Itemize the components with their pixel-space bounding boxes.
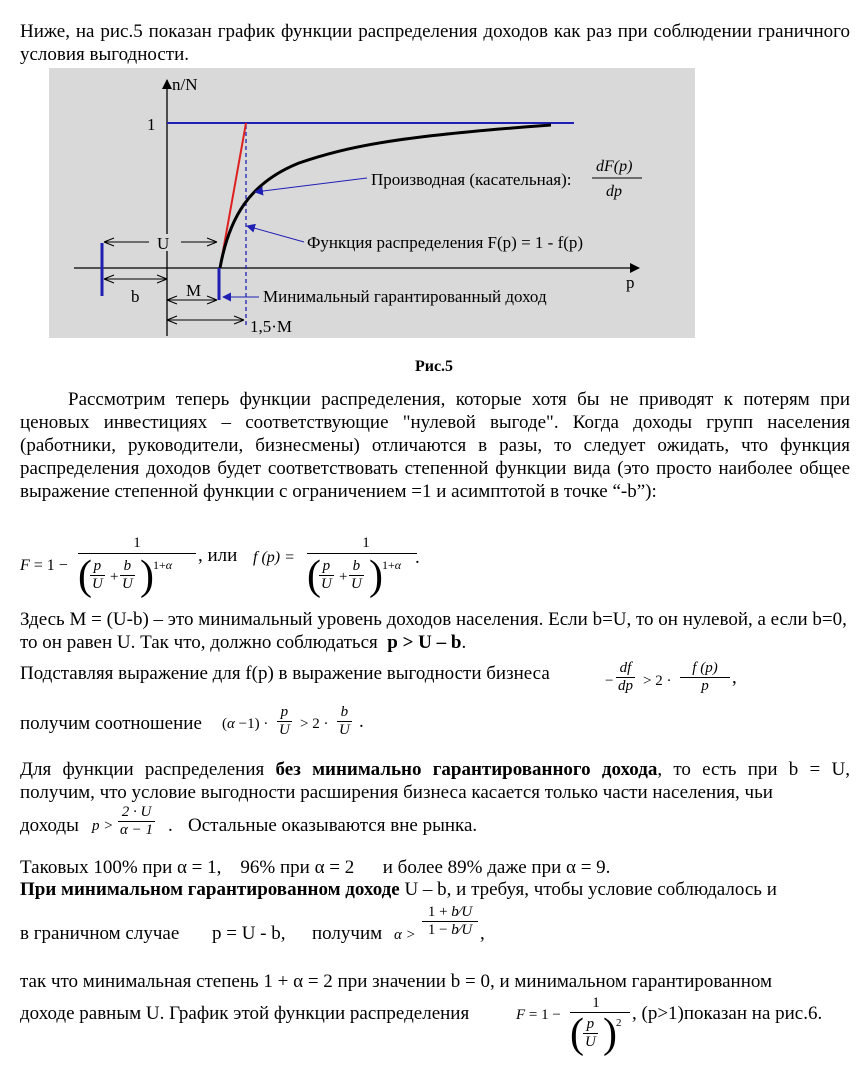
paragraph-5: Для функции распределения без минимально гарантированного дохода, то есть при b = U, получим, что условие выгодности расширения бизнеса касается только части населения, чьи: [20, 759, 851, 803]
paragraph-9: в граничном случае p = U - b, получим α > 1 + b⁄U 1 − b⁄U ,: [20, 904, 485, 944]
b-label: b: [131, 287, 140, 306]
paragraph-10: так что минимальная степень 1 + α = 2 при значении b = 0, и минимальном гарантированном: [20, 971, 773, 992]
paragraph-8: При минимальном гарантированном доходе U – b, и требуя, чтобы условие соблюдалось и: [20, 879, 777, 900]
paragraph-4: получим соотношение (α −1) · p U > 2 · b U .: [20, 704, 364, 738]
intro-paragraph: Ниже, на рис.5 показан график функции распределения доходов как раз при соблюдении граничного условия выгодности.: [20, 21, 850, 65]
15m-label: 1,5·M: [250, 317, 293, 336]
cdf-label: Функция распределения F(p) = 1 - f(p): [307, 233, 584, 252]
figure-caption: Рис.5: [414, 358, 454, 375]
figure-5: [49, 68, 695, 338]
derivative-den: dp: [606, 183, 622, 200]
y-axis-label: n/N: [172, 75, 198, 94]
paragraph-3: Подставляя выражение для f(p) в выражение выгодности бизнеса − df dp > 2 · f (p) p ,: [20, 660, 737, 694]
paragraph-7: Таковых 100% при α = 1, 96% при α = 2 и более 89% даже при α = 9.: [20, 857, 611, 878]
paragraph-2: Здесь M = (U-b) – это минимальный уровень доходов населения. Если b=U, то он нулевой, а если b=0, то он равен U. Так что, должно соблюдаться p > U – b.: [20, 609, 847, 653]
u-label: U: [157, 234, 170, 253]
derivative-label: Производная (касательная):: [371, 170, 572, 189]
derivative-num: dF(p): [596, 158, 633, 175]
x-axis-label: p: [626, 273, 635, 292]
paragraph-6: доходы p > 2 · U α − 1 . Остальные оказываются вне рынка.: [20, 804, 478, 838]
paragraph-1: Рассмотрим теперь функции распределения, которые хотя бы не приводят к потерям при ценовых инвестициях – соответствующие "нулевой выгоде". Когда доходы групп населения (работники, руководители, бизнесмены) отличаются в разы, то следует ожидать, что функция распределения доходов будет соответствовать степенной функции вида (это просто наиболее общее выражение степенной функции с ограничением =1 и асимптотой в точке “-b”):: [20, 389, 850, 502]
min-income-label: Минимальный гарантированный доход: [263, 287, 547, 306]
paragraph-11: доходе равным U. График этой функции распределения F = 1 − 1 ( p U ) 2 , (p>1)показан на рис.6.: [20, 995, 823, 1057]
formula-1: F = 1 − 1 ( p U + b U ) 1+α , или f (p) = 1 ( p U + b U ) 1+α .: [20, 535, 420, 599]
m-label: M: [186, 281, 202, 300]
tick-one-label: 1: [147, 115, 156, 134]
formula-separator: , или: [198, 545, 238, 566]
